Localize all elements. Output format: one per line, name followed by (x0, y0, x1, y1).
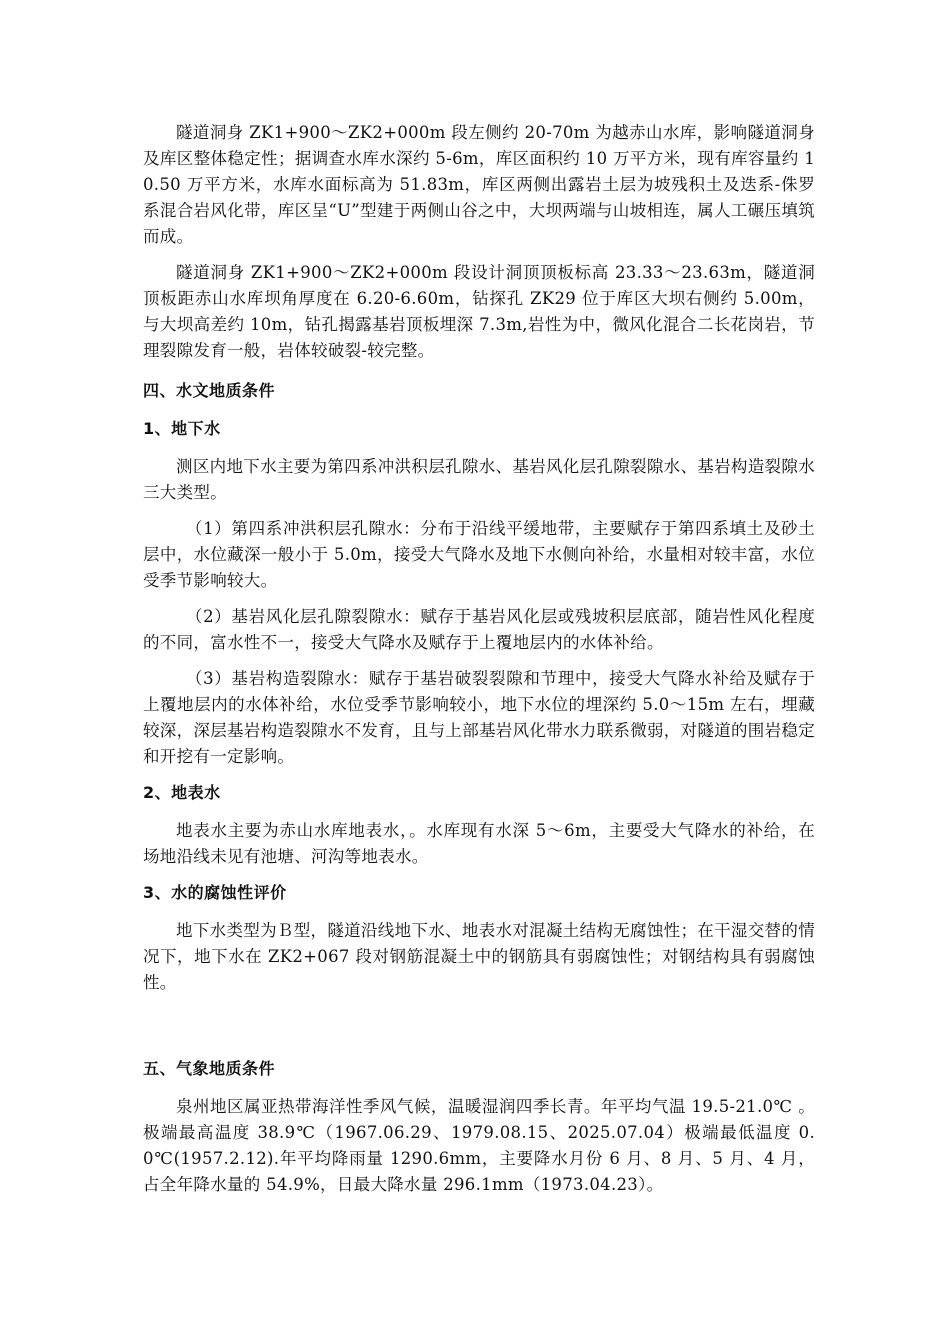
paragraph-groundwater-types: 测区内地下水主要为第四系冲洪积层孔隙水、基岩风化层孔隙裂隙水、基岩构造裂隙水三大类型。 (143, 457, 815, 502)
section-title-hydrogeology: 四、水文地质条件 (143, 381, 276, 400)
subsection-title-surface-water: 2、地表水 (143, 783, 221, 802)
paragraph-fissure-water: （2）基岩风化层孔隙裂隙水：赋存于基岩风化层或残坡积层底部，随岩性风化程度的不同，富水性不一，接受大气降水及赋存于上覆地层内的水体补给。 (143, 607, 815, 652)
section-title-meteorology: 五、气象地质条件 (143, 1059, 276, 1078)
section-spacer (143, 1006, 815, 1042)
paragraph-surface-water: 地表水主要为赤山水库地表水，。水库现有水深 5～6m，主要受大气降水的补给，在场地沿线未见有池塘、河沟等地表水。 (143, 821, 815, 866)
paragraph-corrosivity: 地下水类型为Ｂ型，隧道沿线地下水、地表水对混凝土结构无腐蚀性；在干湿交替的情况下，地下水在 ZK2+067 段对钢筋混凝土中的钢筋具有弱腐蚀性；对钢结构具有弱腐蚀性。 (143, 921, 815, 992)
subsection-title-groundwater: 1、地下水 (143, 419, 221, 438)
paragraph-tunnel-roof: 隧道洞身 ZK1+900～ZK2+000m 段设计洞顶顶板标高 23.33～23.63m，隧道洞顶板距赤山水库坝角厚度在 6.20-6.60m，钻探孔 ZK29 位于库区大坝右侧约 5.00m，与大坝高差约 10m，钻孔揭露基岩顶板埋深 7.3m,岩性为中，微风化混合二长花岗岩，节理裂隙发育一般，岩体较破裂-较完整。 (143, 263, 815, 360)
subsection-title-corrosivity: 3、水的腐蚀性评价 (143, 883, 287, 902)
paragraph-pore-water: （1）第四系冲洪积层孔隙水：分布于沿线平缓地带，主要赋存于第四系填土及砂土层中，水位藏深一般小于 5.0m，接受大气降水及地下水侧向补给，水量相对较丰富，水位受季节影响较大。 (143, 519, 815, 590)
paragraph-structural-water: （3）基岩构造裂隙水：赋存于基岩破裂裂隙和节理中，接受大气降水补给及赋存于上覆地层内的水体补给，水位受季节影响较小，地下水位的埋深约 5.0～15m 左右，埋藏较深，深层基岩构造裂隙水不发育，且与上部基岩风化带水力联系微弱，对隧道的围岩稳定和开挖有一定影响。 (143, 669, 815, 766)
document-body (143, 120, 815, 1208)
paragraph-climate: 泉州地区属亚热带海洋性季风气候，温暖湿润四季长青。年平均气温 19.5-21.0℃ 。极端最高温度 38.9℃（1967.06.29、1979.08.15、2025.07.04）极端最低温度 0.0℃(1957.2.12).年平均降雨量 1290.6mm，主要降水月份 6 月、8 月、5 月、4 月，占全年降水量的 54.9%，日最大降水量 296.1mm（1973.04.23）。 (143, 1097, 815, 1194)
paragraph-reservoir-impact: 隧道洞身 ZK1+900～ZK2+000m 段左侧约 20-70m 为越赤山水库，影响隧道洞身及库区整体稳定性；据调查水库水深约 5-6m，库区面积约 10 万平方米，现有库容量约 10.50 万平方米，水库水面标高为 51.83m，库区两侧出露岩土层为坡残积土及迭系-侏罗系混合岩风化带，库区呈“U”型建于两侧山谷之中，大坝两端与山坡相连，属人工碾压填筑而成。 (143, 123, 815, 246)
